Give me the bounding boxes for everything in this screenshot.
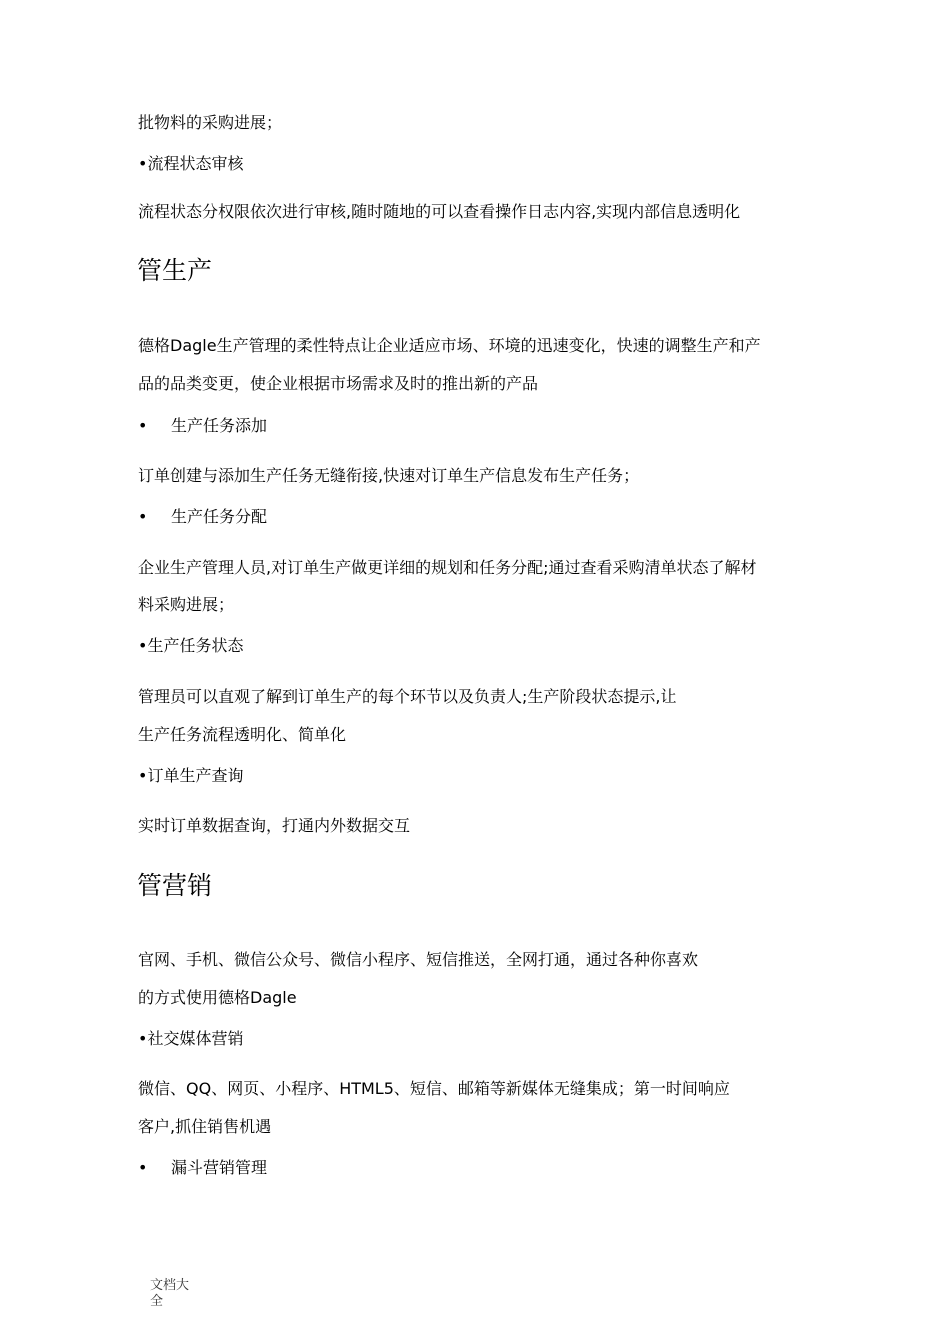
bullet-heading: •流程状态审核 bbox=[138, 154, 244, 173]
paragraph: 德格Dagle生产管理的柔性特点让企业适应市场、环境的迅速变化，快速的调整生产和产 bbox=[138, 336, 761, 355]
bullet-heading: •社交媒体营销 bbox=[138, 1029, 244, 1048]
paragraph: 客户,抓住销售机遇 bbox=[138, 1117, 272, 1136]
paragraph: 订单创建与添加生产任务无缝衔接,快速对订单生产信息发布生产任务； bbox=[138, 466, 640, 485]
paragraph: 官网、手机、微信公众号、微信小程序、短信推送，全网打通，通过各种你喜欢 bbox=[138, 950, 699, 969]
paragraph: 品的品类变更，使企业根据市场需求及时的推出新的产品 bbox=[138, 374, 539, 393]
bullet-heading: •生产任务状态 bbox=[138, 636, 244, 655]
paragraph: 流程状态分权限依次进行审核,随时随地的可以查看操作日志内容,实现内部信息透明化 bbox=[138, 202, 741, 221]
section-heading-marketing: 管营销 bbox=[137, 871, 213, 900]
paragraph: 实时订单数据查询，打通内外数据交互 bbox=[138, 816, 411, 835]
bullet-mark: • bbox=[138, 507, 148, 526]
paragraph: 生产任务流程透明化、简单化 bbox=[138, 725, 347, 744]
bullet-item: 生产任务添加 bbox=[171, 416, 268, 435]
page-footer: 文档大全 bbox=[150, 1278, 190, 1309]
bullet-mark: • bbox=[138, 416, 148, 435]
bullet-mark: • bbox=[138, 1158, 148, 1177]
paragraph: 的方式使用德格Dagle bbox=[138, 988, 297, 1007]
bullet-item: 漏斗营销管理 bbox=[171, 1158, 268, 1177]
paragraph: 微信、QQ、网页、小程序、HTML5、短信、邮箱等新媒体无缝集成；第一时间响应 bbox=[138, 1079, 730, 1098]
text-line: 批物料的采购进展； bbox=[138, 113, 283, 132]
paragraph: 料采购进展； bbox=[138, 595, 235, 614]
paragraph: 企业生产管理人员,对订单生产做更详细的规划和任务分配;通过查看采购清单状态了解材 bbox=[138, 558, 757, 577]
bullet-item: 生产任务分配 bbox=[171, 507, 268, 526]
paragraph: 管理员可以直观了解到订单生产的每个环节以及负责人;生产阶段状态提示,让 bbox=[138, 687, 677, 706]
bullet-heading: •订单生产查询 bbox=[138, 766, 244, 785]
section-heading-production: 管生产 bbox=[137, 256, 213, 285]
